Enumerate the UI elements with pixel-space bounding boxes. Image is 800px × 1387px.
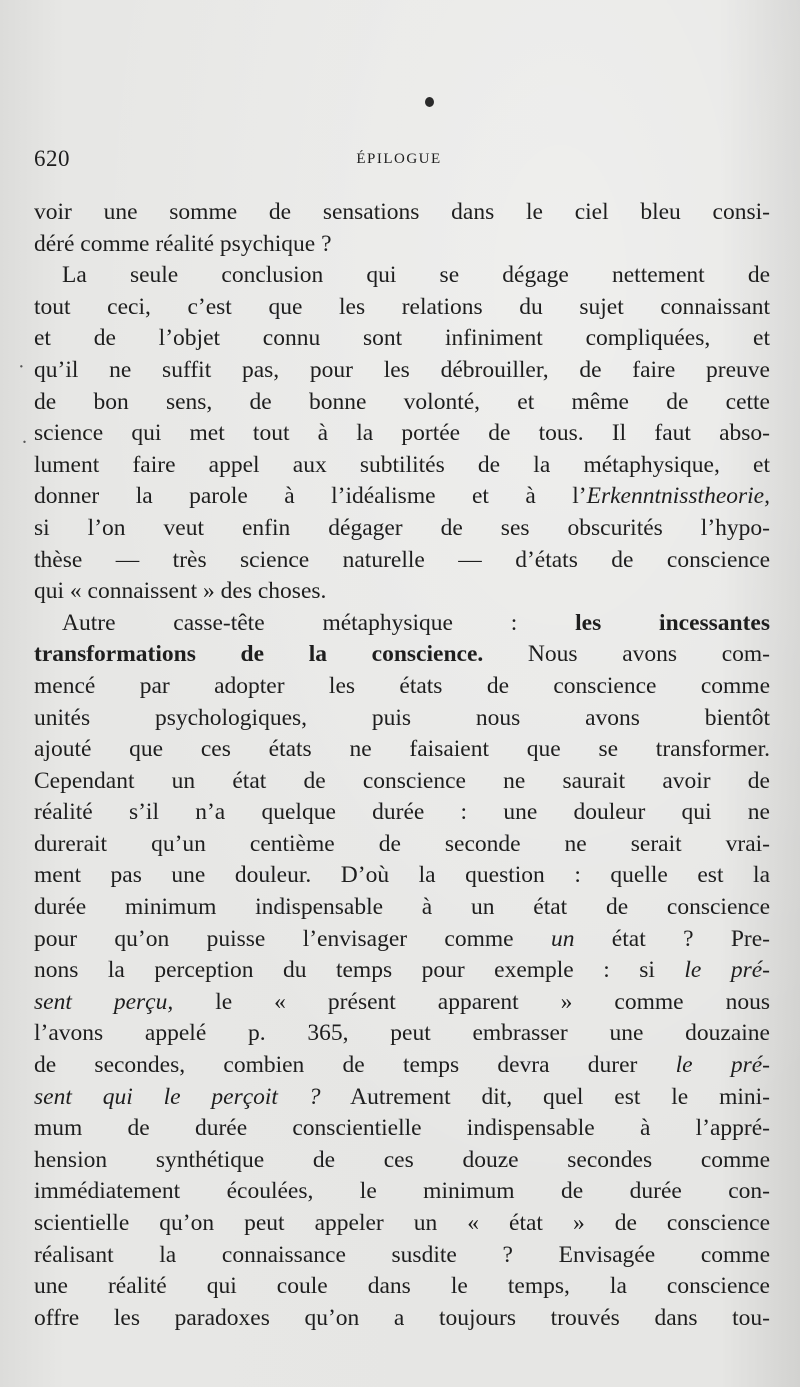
text-line (34, 987, 770, 1019)
italic-term: Erkenntnisstheorie, (586, 483, 770, 510)
text-line: durée minimum indispensable à un état de conscience (34, 894, 770, 921)
italic-term: le pré- (684, 957, 770, 984)
text-line (34, 639, 770, 671)
text-line: Cependant un état de conscience ne saurait avoir de (34, 767, 770, 794)
text-line: hension synthétique de ces douze secondes comme (34, 1146, 770, 1173)
paragraph-3 (34, 608, 770, 1335)
page-header (34, 146, 764, 176)
text-line: réalisant la connaissance susdite ? Envisagée comme (34, 1241, 770, 1268)
margin-mark: . (22, 426, 27, 448)
text-line: qu’il ne suffit pas, pour les débrouiller, de faire preuve (34, 356, 770, 383)
ink-dot (425, 97, 434, 107)
paragraph-2 (34, 260, 770, 608)
text-line: science qui met tout à la portée de tous. Il faut abso- (34, 420, 770, 447)
text-line (34, 1050, 770, 1082)
text-span: Autrement dit, quel est le mini- (320, 1083, 770, 1110)
text-span: Nous avons com- (483, 641, 770, 668)
text-span: nons la perception du temps pour exemple : si (34, 957, 685, 984)
text-line: de bon sens, de bonne volonté, et même de cette (34, 388, 770, 415)
text-line: thèse — très science naturelle — d’états de conscience (34, 546, 770, 573)
text-line (34, 608, 770, 640)
text-line: immédiatement écoulées, le minimum de durée con- (34, 1178, 770, 1205)
text-line: tout ceci, c’est que les relations du sujet connaissant (34, 293, 770, 320)
text-span: de secondes, combien de temps devra durer (34, 1052, 676, 1079)
text-line: réalité s’il n’a quelque durée : une douleur qui ne (34, 799, 770, 826)
text-line: offre les paradoxes qu’on a toujours trouvés dans tou- (34, 1304, 770, 1331)
italic-term: sent perçu, (34, 988, 174, 1015)
body-text (34, 197, 770, 1334)
text-line (34, 955, 770, 987)
text-line: durerait qu’un centième de seconde ne serait vrai- (34, 830, 770, 857)
margin-mark: · (18, 356, 25, 378)
text-line: mencé par adopter les états de conscience comme (34, 672, 770, 699)
text-line: et de l’objet connu sont infiniment compliquées, et (34, 325, 770, 352)
text-span: Autre casse-tête métaphysique : (62, 609, 576, 636)
text-line: voir une somme de sensations dans le ciel bleu consi- (34, 199, 770, 225)
running-head: ÉPILOGUE (356, 151, 442, 167)
text-span: pour qu’on puisse l’envisager comme (34, 925, 551, 952)
text-line: lument faire appel aux subtilités de la métaphysique, et (34, 451, 770, 478)
text-line: ment pas une douleur. D’où la question : quelle est la (34, 862, 770, 889)
text-line: qui « connaissent » des choses. (34, 578, 327, 605)
text-line: l’avons appelé p. 365, peut embrasser une douzaine (34, 1020, 770, 1047)
text-span: état ? Pre- (574, 925, 770, 952)
text-line: scientielle qu’on peut appeler un « état » de conscience (34, 1210, 770, 1236)
text-line (34, 924, 770, 956)
bold-heading: transformations de la conscience. (34, 641, 484, 668)
text-line (34, 1082, 770, 1114)
bold-heading: les incessantes (575, 609, 771, 636)
text-line: mum de durée conscientielle indispensable à l’appré- (34, 1115, 770, 1142)
text-line: déré comme réalité psychique ? (34, 230, 332, 257)
paragraph-1 (34, 197, 770, 260)
text-line: ajouté que ces états ne faisaient que se transformer. (34, 736, 770, 763)
text-span: le « présent apparent » comme nous (173, 988, 770, 1015)
italic-term: le pré- (675, 1052, 770, 1079)
text-line: unités psychologiques, puis nous avons bientôt (34, 704, 770, 731)
italic-term: un (550, 925, 575, 952)
text-line (34, 481, 770, 513)
text-line: La seule conclusion qui se dégage nettement de (62, 262, 770, 289)
text-line: une réalité qui coule dans le temps, la conscience (34, 1273, 770, 1300)
text-line: si l’on veut enfin dégager de ses obscurités l’hypo- (34, 514, 770, 541)
text-span: donner la parole à l’idéalisme et à l’ (34, 483, 587, 510)
italic-term: sent qui le perçoit ? (34, 1083, 321, 1110)
page-number: 620 (34, 146, 70, 171)
